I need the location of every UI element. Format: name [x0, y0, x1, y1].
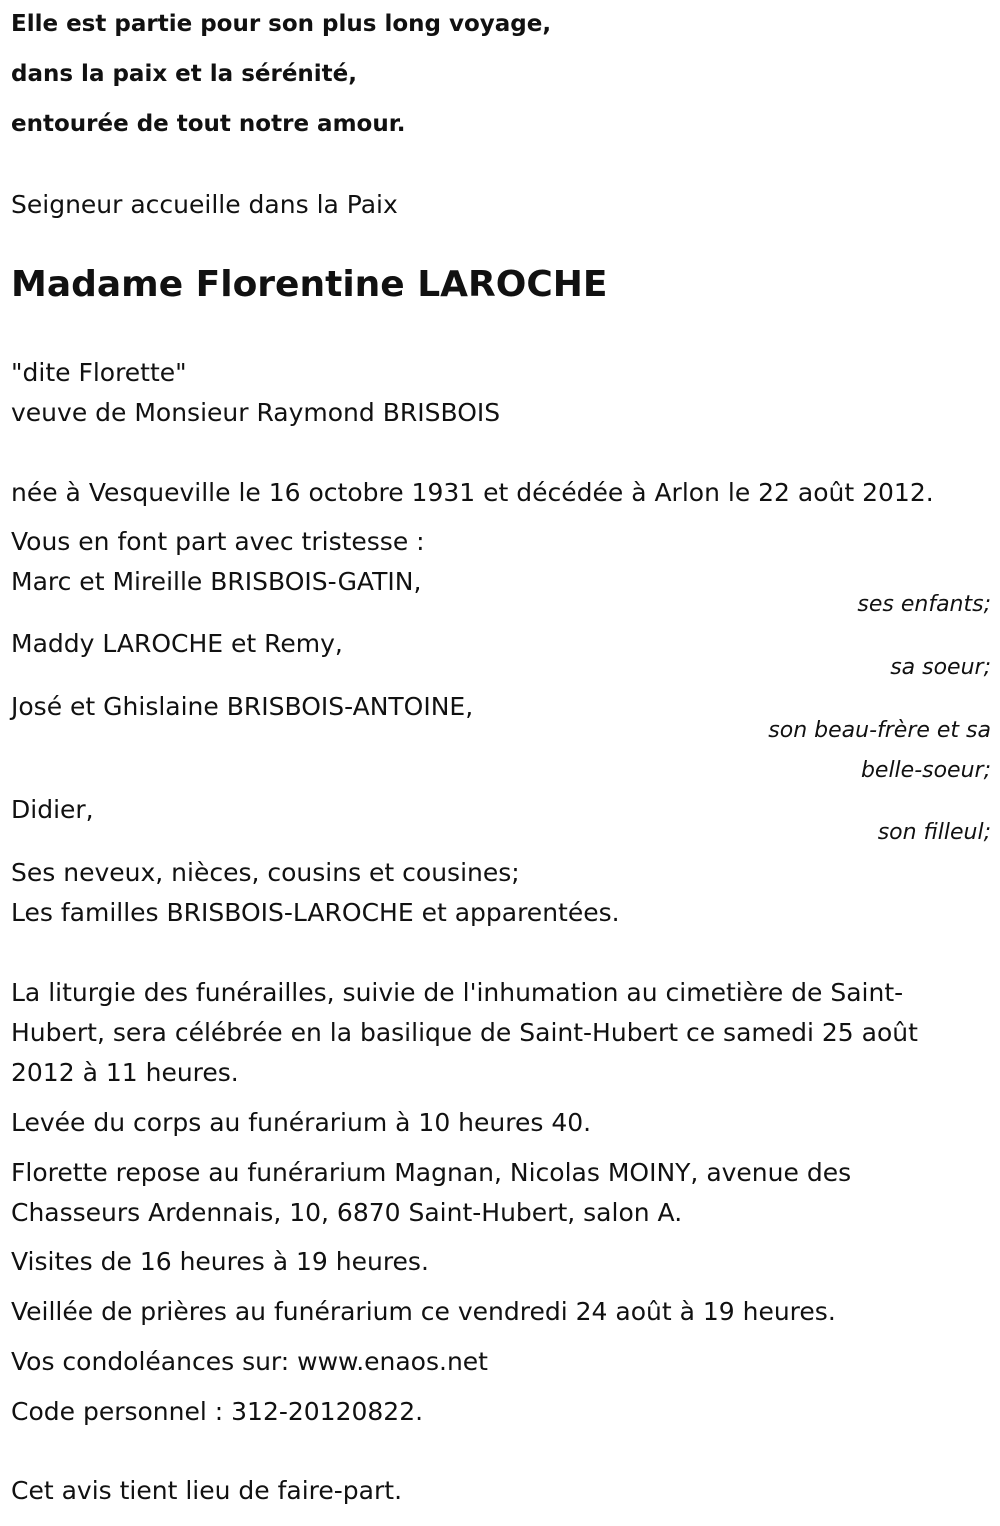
relatives-line: Ses neveux, nièces, cousins et cousines;: [11, 858, 520, 887]
liturgy-paragraph: La liturgie des funérailles, suivie de l'inhumation au cimetière de Saint-Hubert, sera célébrée en la basilique de Saint-Hubert ce samedi 25 août 2012 à 11 heures.: [11, 978, 918, 1087]
family-role-2: sa soeur;: [890, 655, 991, 680]
poem-line-1: Elle est partie pour son plus long voyage,: [11, 11, 552, 37]
poem-line-3: entourée de tout notre amour.: [11, 111, 406, 137]
family-names-2: Maddy LAROCHE et Remy,: [11, 629, 343, 658]
closing-line: Cet avis tient lieu de faire-part.: [11, 1476, 403, 1505]
repose-paragraph: Florette repose au funérarium Magnan, Nicolas MOINY, avenue des Chasseurs Ardennais, 10, 6870 Saint-Hubert, salon A.: [11, 1158, 852, 1227]
family-role-3b: belle-soeur;: [860, 758, 991, 783]
family-role-3a: son beau-frère et sa: [768, 718, 991, 743]
personal-code-line: Code personnel : 312-20120822.: [11, 1397, 424, 1426]
widow-of: veuve de Monsieur Raymond BRISBOIS: [11, 398, 501, 427]
deceased-name: Madame Florentine LAROCHE: [11, 264, 608, 305]
family-names-3: José et Ghislaine BRISBOIS-ANTOINE,: [11, 692, 474, 721]
family-names-1: Marc et Mireille BRISBOIS-GATIN,: [11, 567, 422, 596]
families-line: Les familles BRISBOIS-LAROCHE et apparentées.: [11, 898, 620, 927]
announce-line: Vous en font part avec tristesse :: [11, 527, 425, 556]
birth-death: née à Vesqueville le 16 octobre 1931 et décédée à Arlon le 22 août 2012.: [11, 478, 934, 507]
family-role-4: son filleul;: [877, 820, 991, 845]
condolences-line: Vos condoléances sur: www.enaos.net: [11, 1347, 488, 1376]
intro-line: Seigneur accueille dans la Paix: [11, 190, 398, 219]
family-names-4: Didier,: [11, 795, 94, 824]
nickname: "dite Florette": [11, 358, 187, 387]
poem-line-2: dans la paix et la sérénité,: [11, 61, 358, 87]
family-role-1: ses enfants;: [857, 592, 991, 617]
visits-line: Visites de 16 heures à 19 heures.: [11, 1247, 429, 1276]
levee-line: Levée du corps au funérarium à 10 heures 40.: [11, 1108, 592, 1137]
vigil-line: Veillée de prières au funérarium ce vendredi 24 août à 19 heures.: [11, 1297, 836, 1326]
